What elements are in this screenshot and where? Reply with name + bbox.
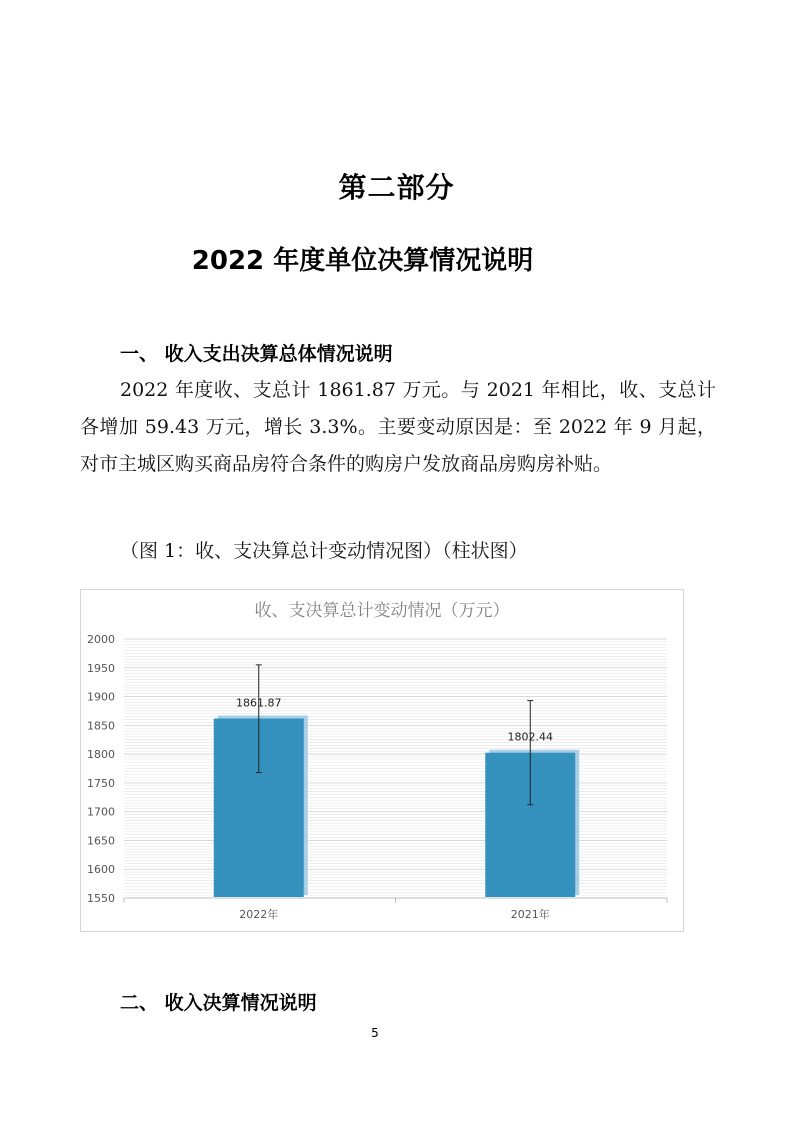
data-label: 1802.44 xyxy=(507,730,553,744)
y-tick-label: 1800 xyxy=(87,748,115,762)
document-title: 2022 年度单位决算情况说明 xyxy=(191,246,534,276)
chart-container xyxy=(80,589,684,932)
y-tick-label: 1550 xyxy=(87,892,115,905)
y-tick-label: 1950 xyxy=(87,661,115,675)
section-heading-income: 二、 收入决算情况说明 xyxy=(120,992,317,1014)
y-tick-label: 1600 xyxy=(87,863,115,877)
y-tick-label: 1700 xyxy=(87,805,115,819)
x-tick-label: 2021年 xyxy=(510,908,550,921)
figure-caption: （图 1：收、支决算总计变动情况图）（柱状图） xyxy=(120,540,528,562)
section-heading-income-expense: 一、 收入支出决算总体情况说明 xyxy=(120,343,393,365)
part-title: 第二部分 xyxy=(338,171,455,204)
y-tick-label: 1750 xyxy=(87,776,115,790)
x-tick-label: 2022年 xyxy=(239,908,279,921)
section-paragraph: 2022 年度收、支总计 1861.87 万元。与 2021 年相比，收、支总计各增加 59.43 万元，增长 3.3%。主要变动原因是：至 2022 年 9 月起，对市主城区购买商品房符合条件的购房户发放商品房购房补贴。 xyxy=(80,379,716,475)
page-number: 5 xyxy=(371,1026,379,1040)
y-tick-label: 1900 xyxy=(87,690,115,704)
data-label: 1861.87 xyxy=(236,696,282,710)
chart-title: 收、支决算总计变动情况（万元） xyxy=(254,601,510,621)
y-tick-label: 2000 xyxy=(87,633,115,646)
y-tick-label: 1850 xyxy=(87,719,115,733)
y-tick-label: 1650 xyxy=(87,834,115,848)
bar-chart xyxy=(81,590,683,931)
